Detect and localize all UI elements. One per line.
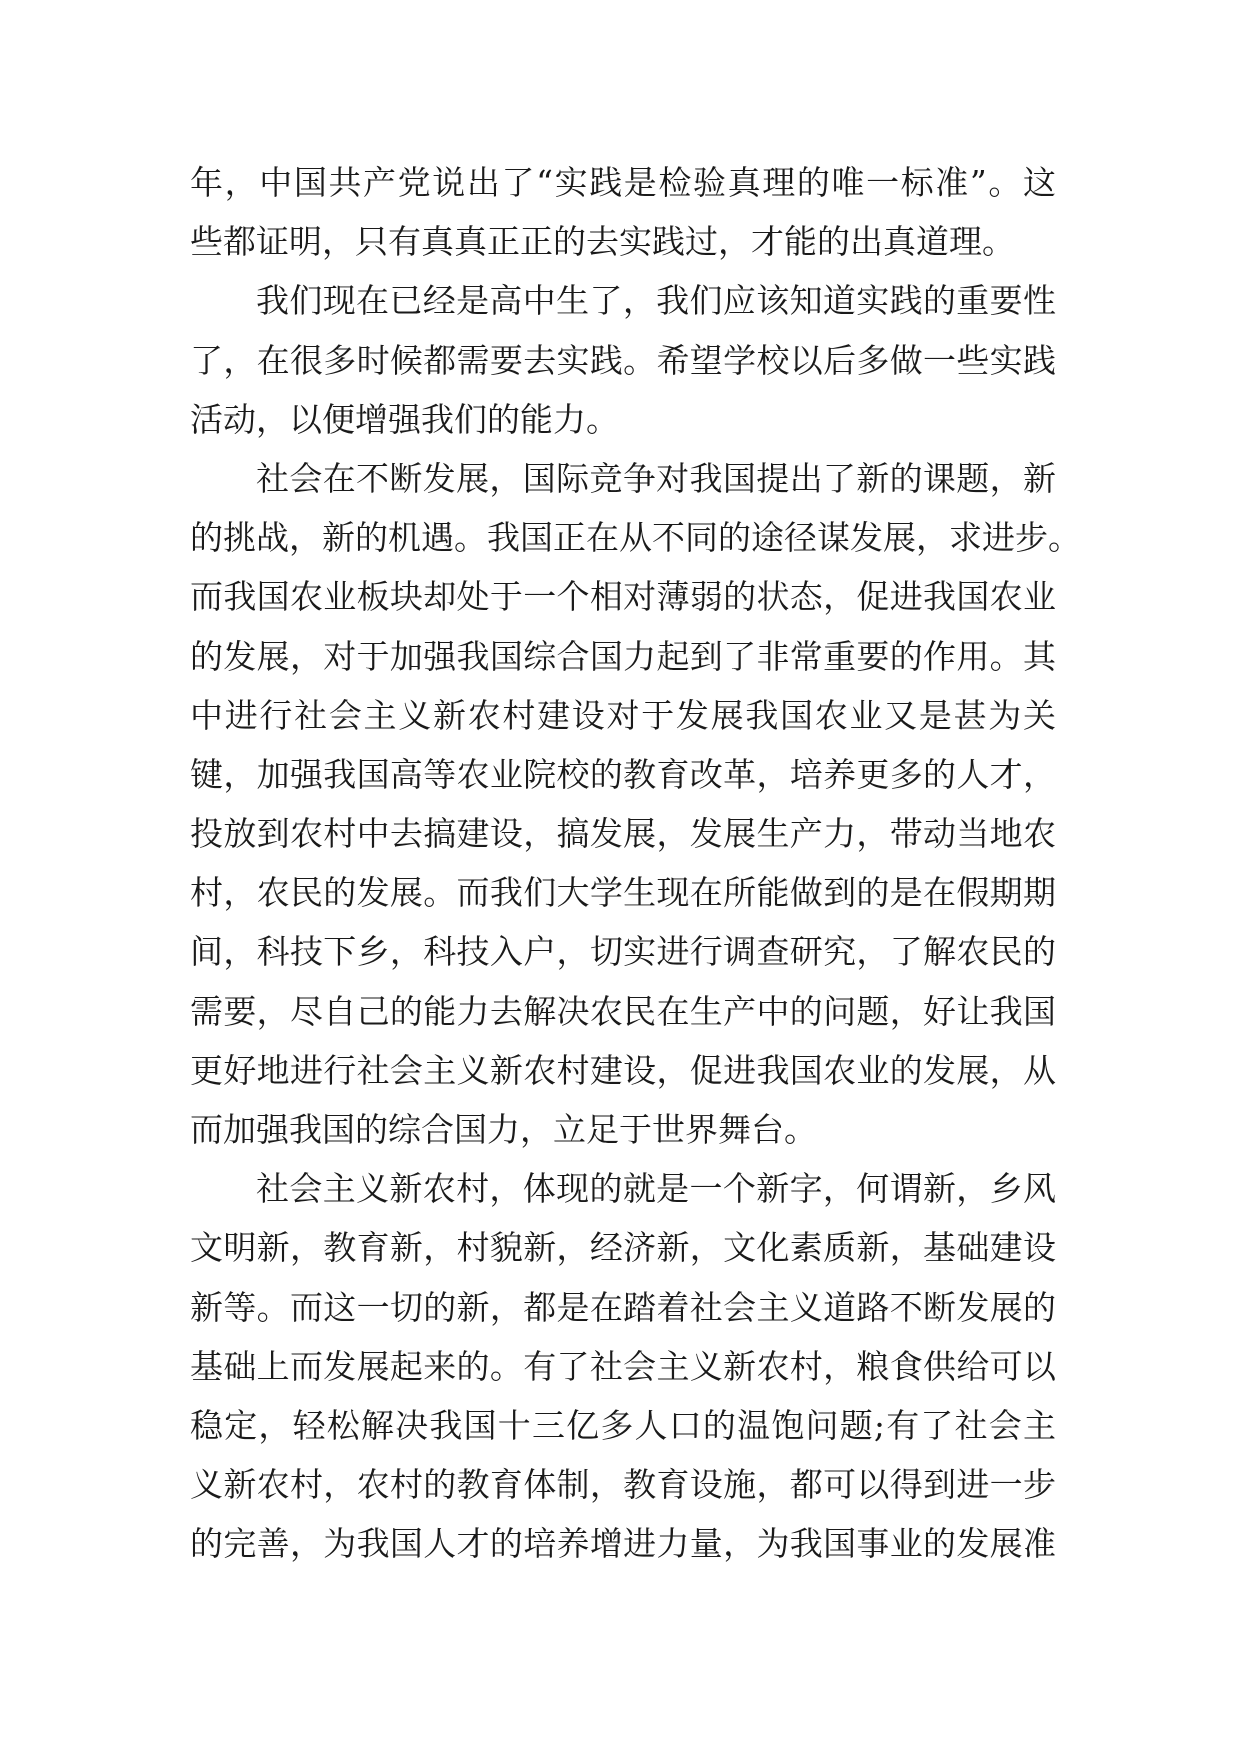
text-line: 活动，以便增强我们的能力。 — [190, 399, 619, 439]
text-line: 社会主义新农村，体现的就是一个新字，何谓新，乡风 — [256, 1169, 1056, 1209]
text-line: 的挑战，新的机遇。我国正在从不同的途径谋发展，求进步。 — [190, 518, 1081, 558]
text-line: 了，在很多时候都需要去实践。希望学校以后多做一些实践 — [190, 340, 1056, 380]
text-line: 村，农民的发展。而我们大学生现在所能做到的是在假期期 — [190, 873, 1056, 913]
text-line: 间，科技下乡，科技入户，切实进行调查研究，了解农民的 — [190, 932, 1056, 972]
text-line: 而加强我国的综合国力，立足于世界舞台。 — [190, 1110, 817, 1149]
text-line: 的发展，对于加强我国综合国力起到了非常重要的作用。其 — [190, 636, 1056, 676]
body-text — [190, 153, 1081, 1574]
text-line: 而我国农业板块却处于一个相对薄弱的状态，促进我国农业 — [190, 577, 1056, 617]
text-line: 社会在不断发展，国际竞争对我国提出了新的课题，新 — [256, 458, 1056, 498]
text-line: 需要，尽自己的能力去解决农民在生产中的问题，好让我国 — [190, 991, 1056, 1031]
text-line: 年，中国共产党说出了“实践是检验真理的唯一标准”。这 — [190, 163, 1056, 202]
text-line: 更好地进行社会主义新农村建设，促进我国农业的发展，从 — [190, 1050, 1056, 1090]
text-line: 义新农村，农村的教育体制，教育设施，都可以得到进一步 — [190, 1465, 1056, 1505]
text-line: 新等。而这一切的新，都是在踏着社会主义道路不断发展的 — [190, 1287, 1056, 1327]
text-line: 投放到农村中去搞建设，搞发展，发展生产力，带动当地农 — [190, 814, 1056, 854]
text-line: 中进行社会主义新农村建设对于发展我国农业又是甚为关 — [190, 695, 1056, 735]
text-line: 些都证明，只有真真正正的去实践过，才能的出真道理。 — [190, 222, 1015, 262]
text-line: 稳定，轻松解决我国十三亿多人口的温饱问题;有了社会主 — [190, 1405, 1056, 1445]
text-line: 基础上而发展起来的。有了社会主义新农村，粮食供给可以 — [190, 1346, 1056, 1386]
text-line: 的完善，为我国人才的培养增进力量，为我国事业的发展准 — [190, 1524, 1056, 1564]
text-line: 文明新，教育新，村貌新，经济新，文化素质新，基础建设 — [190, 1228, 1056, 1268]
text-line: 键，加强我国高等农业院校的教育改革，培养更多的人才， — [190, 754, 1056, 794]
text-line: 我们现在已经是高中生了，我们应该知道实践的重要性 — [256, 281, 1056, 321]
